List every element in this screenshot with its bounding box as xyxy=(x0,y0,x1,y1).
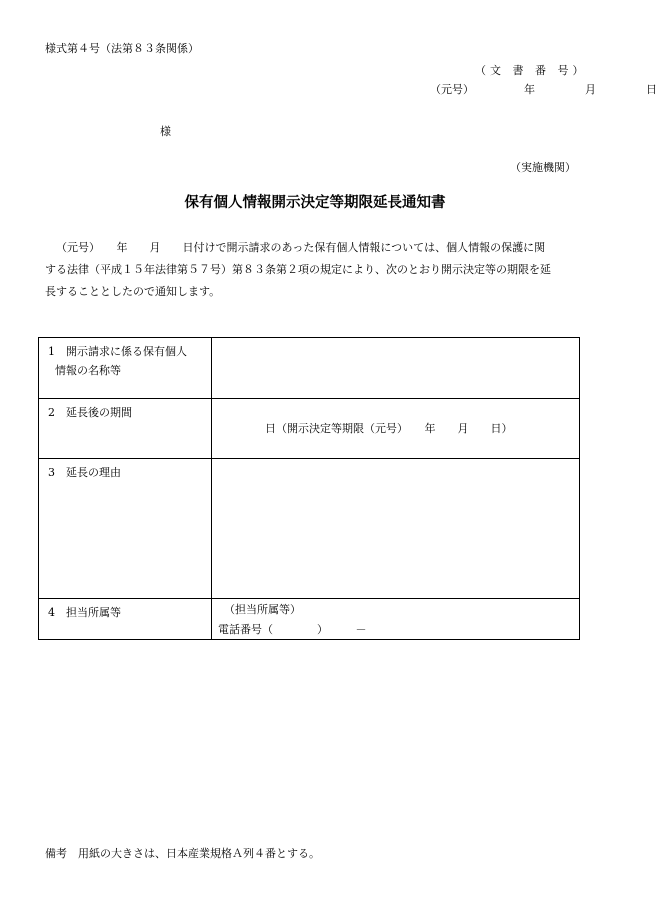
body-line-3: 長することとしたので通知します。 xyxy=(45,285,221,298)
table-row xyxy=(39,338,580,399)
body-line-1: （元号） 年 月 日付けで開示請求のあった保有個人情報については、個人情報の保護に関 xyxy=(56,241,546,254)
row-label-line: 1 開示請求に係る保有個人 xyxy=(48,345,187,358)
table-row xyxy=(39,459,580,599)
row-label-extension-reason: 3 延長の理由 xyxy=(39,459,212,599)
target-info-field[interactable] xyxy=(212,338,580,399)
row-label-target-info xyxy=(39,338,212,399)
organization: （実施機関） xyxy=(510,161,576,174)
issue-date: （元号） 年 月 日 xyxy=(430,83,657,96)
extension-reason-field[interactable] xyxy=(212,459,580,599)
table-row xyxy=(39,599,580,640)
addressee-suffix: 様 xyxy=(160,125,171,138)
extended-period-field[interactable] xyxy=(212,399,580,459)
table-row xyxy=(39,399,580,459)
document-title: 保有個人情報開示決定等期限延長通知書 xyxy=(184,194,446,211)
footnote: 備考 用紙の大きさは、日本産業規格Ａ列４番とする。 xyxy=(45,847,320,860)
row-label-extended-period: 2 延長後の期間 xyxy=(39,399,212,459)
department-text: （担当所属等） xyxy=(224,603,301,616)
form-number: 様式第４号（法第８３条関係） xyxy=(45,42,199,55)
row-label-line: 情報の名称等 xyxy=(55,364,121,377)
body-paragraph xyxy=(45,237,585,303)
phone-number-text: 電話番号（ ） － xyxy=(218,623,367,636)
department-field[interactable] xyxy=(212,599,580,640)
body-line-2: する法律（平成１５年法律第５７号）第８３条第２項の規定により、次のとおり開示決定等の期限を延 xyxy=(45,263,551,276)
row-label-department: 4 担当所属等 xyxy=(39,599,212,640)
extended-period-text: 日（開示決定等期限（元号） 年 月 日） xyxy=(265,422,513,435)
info-table xyxy=(38,337,580,640)
document-number: （文 書 番 号） xyxy=(475,64,588,77)
